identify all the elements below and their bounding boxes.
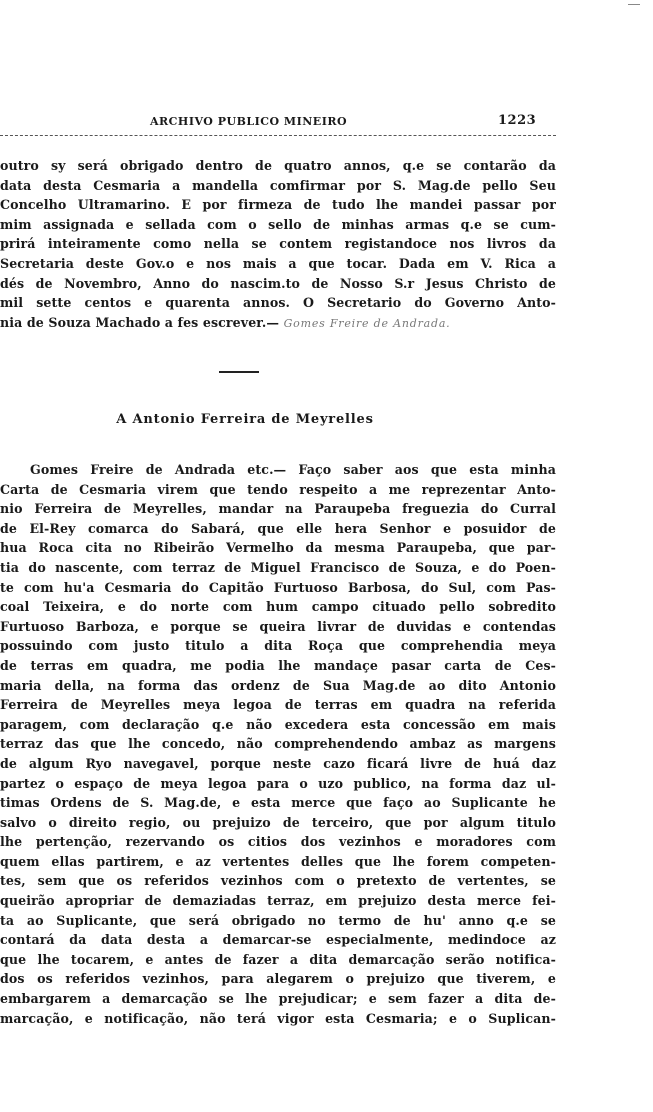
text-line: te com hu'a Cesmaria do Capitão Furtuoso Barbosa, do Sul, com Pas-	[0, 579, 556, 595]
section-divider	[219, 371, 259, 373]
text-line: outro sy será obrigado dentro de quatro annos, q.e se contarão da	[0, 158, 556, 173]
signature: Gomes Freire de Andrada.	[283, 316, 451, 330]
text-line: tes, sem que os referidos vezinhos com o pretexto de vertentes, se	[0, 873, 556, 889]
text-line: Gomes Freire de Andrada etc.— Faço saber aos que esta minha	[30, 462, 556, 477]
corner-mark	[628, 4, 640, 5]
header-rule	[0, 135, 556, 136]
text-line: mil sette centos e quarenta annos. O Secretario do Governo Anto-	[0, 295, 556, 311]
text-line: de El-Rey comarca do Sabará, que elle hera Senhor e posuidor de	[0, 520, 556, 536]
text-line: de algum Ryo navegavel, porque neste cazo ficará livre de huá daz	[0, 755, 556, 771]
page-number: 1223	[498, 113, 537, 128]
text-line: coal Teixeira, e do norte com hum campo cituado pello sobredito	[0, 599, 556, 615]
paragraph-2	[0, 460, 556, 1028]
text-line: dos os referidos vezinhos, para alegarem o prejuizo que tiverem, e	[0, 971, 556, 987]
text-line: tia do nascente, com terraz de Miguel Francisco de Souza, e do Poen-	[0, 559, 556, 575]
paragraph-1	[0, 156, 556, 333]
text-line: marcação, e notificação, não terá vigor esta Cesmaria; e o Suplican-	[0, 1010, 556, 1026]
text-line: prirá inteiramente como nella se contem registandoce nos livros da	[0, 236, 556, 252]
text-line	[0, 313, 556, 334]
text-line: lhe pertenção, rezervando os citios dos vezinhos e moradores com	[0, 834, 556, 850]
text-line: contará da data desta a demarcar-se especialmente, medindoce az	[0, 932, 556, 948]
text-line: hua Roca cita no Ribeirão Vermelho da mesma Paraupeba, que par-	[0, 540, 556, 556]
text-line: Secretaria deste Gov.o e nos mais a que tocar. Dada em V. Rica a	[0, 255, 556, 271]
text-line: nio Ferreira de Meyrelles, mandar na Paraupeba freguezia do Curral	[0, 501, 556, 517]
text-line: Ferreira de Meyrelles meya legoa de terras em quadra na referida	[0, 697, 556, 713]
text-line: quem ellas partirem, e az vertentes delles que lhe forem competen-	[0, 853, 556, 869]
text-line: queirão apropriar de demaziadas terraz, em prejuizo desta merce fei-	[0, 893, 556, 909]
text-line: salvo o direito regio, ou prejuizo de terceiro, que por algum titulo	[0, 814, 556, 830]
text-line: que lhe tocarem, e antes de fazer a dita demarcação serão notifica-	[0, 951, 556, 967]
text-line: data desta Cesmaria a mandella comfirmar por S. Mag.de pello Seu	[0, 177, 556, 193]
text-line: partez o espaço de meya legoa para o uzo publico, na forma daz ul-	[0, 775, 556, 791]
text-line: timas Ordens de S. Mag.de, e esta merce que faço ao Suplicante he	[0, 795, 556, 811]
paragraph-closing-text: nia de Souza Machado a fes escrever.—	[0, 314, 280, 330]
text-line: de terras em quadra, me podia lhe mandaçe pasar carta de Ces-	[0, 657, 556, 673]
text-line: embargarem a demarcação se lhe prejudicar; e sem fazer a dita de-	[0, 991, 556, 1007]
text-line: mim assignada e sellada com o sello de minhas armas q.e se cum-	[0, 216, 556, 232]
section-heading: A Antonio Ferreira de Meyrelles	[116, 412, 374, 427]
text-line: paragem, com declaração q.e não excedera esta concessão em mais	[0, 716, 556, 732]
text-line: Furtuoso Barboza, e porque se queira livrar de duvidas e contendas	[0, 618, 556, 634]
running-title: ARCHIVO PUBLICO MINEIRO	[150, 115, 348, 128]
text-line: maria della, na forma das ordenz de Sua Mag.de ao dito Antonio	[0, 677, 556, 693]
text-line: possuindo com justo titulo a dita Roça que comprehendia meya	[0, 638, 556, 654]
text-line: terraz das que lhe concedo, não comprehendendo ambaz as margens	[0, 736, 556, 752]
text-line: Carta de Cesmaria virem que tendo respeito a me reprezentar Anto-	[0, 481, 556, 497]
text-line: ta ao Suplicante, que será obrigado no termo de hu' anno q.e se	[0, 912, 556, 928]
text-line: Concelho Ultramarino. E por firmeza de tudo lhe mandei passar por	[0, 197, 556, 213]
text-line: dés de Novembro, Anno do nascim.to de Nosso S.r Jesus Christo de	[0, 275, 556, 291]
